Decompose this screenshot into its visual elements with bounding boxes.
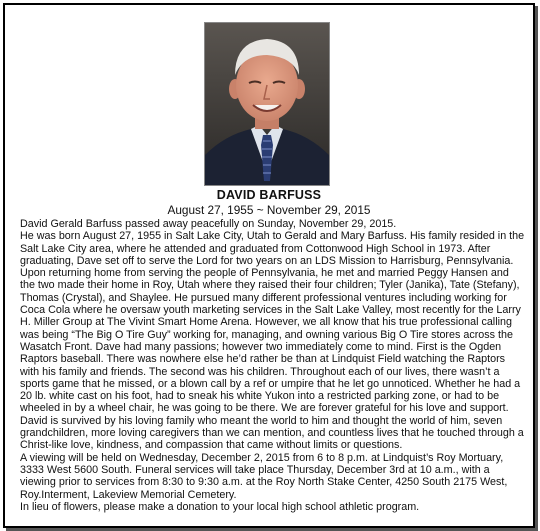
biography-paragraph: He was born August 27, 1955 in Salt Lake City, Utah to Gerald and Mary Barfuss. His family resided in the Salt Lake City area, where he attended and graduated from Cottonwood High School in 1973. After graduating, Dave set off to serve the Lord for two years on an LDS Mission to Harrisburg, Pennsylvania. Upon returning home from serving the people of Pennsylvania, he met and married Peggy Hansen and the two made their home in Roy, Utah where they raised their four children; Tyler (Janika), Tate (Stefany), Thomas (Crystal), and Shaylee. He pursued many different professional ventures including working for Coca Cola where he oversaw youth marketing services in the Salt Lake Valley, most recently for the Larry H. Miller Group at The Vivint Smart Home Arena. However, we all know that his true professional calling was being “The Big O Tire Guy” working for, managing, and owning various Big O Tire stores across the Wasatch Front. Dave had many passions; however two immediately come to mind. First is the Ogden Raptors baseball. There was nowhere else he’d rather be than at Lindquist Field watching the Raptors with his family and friends. The second was his children. Throughout each of our lives, there wasn’t a sports game that he missed, or a blown call by a ref or umpire that he let go unnoticed. Whether he had a 20 lb. white cast on his foot, had to sneak his white Yukon into a restricted parking zone, or had to be wheeled in by a wheel chair, he was going to be there. We are forever grateful for his love and support. David is survived by his loving family who meant the world to him and thought the world of him, seven grandchildren, more loving caregivers than we can mention, and countless lives that he touched through a Christ-like love, kindness, and compassion that came without limits or questions. — [20, 230, 525, 452]
obituary-card — [3, 3, 535, 528]
services-paragraph: A viewing will be held on Wednesday, December 2, 2015 from 6 to 8 p.m. at Lindquist’s Roy Mortuary, 3333 West 5600 South. Funeral services will take place Thursday, December 3rd at 10 a.m., with a viewing prior to services from 8:30 to 9:30 a.m. at the Roy North Stake Center, 4250 South 2175 West, Roy.Interment, Lakeview Memorial Cemetery. — [20, 451, 508, 501]
life-dates: August 27, 1955 ~ November 29, 2015 — [167, 203, 371, 217]
opening-paragraph: David Gerald Barfuss passed away peacefully on Sunday, November 29, 2015. — [20, 218, 397, 230]
portrait-photo — [204, 22, 330, 186]
deceased-name: DAVID BARFUSS — [216, 188, 322, 202]
donation-paragraph: In lieu of flowers, please make a donation to your local high school athletic program. — [20, 500, 420, 513]
obituary-text — [20, 218, 526, 513]
